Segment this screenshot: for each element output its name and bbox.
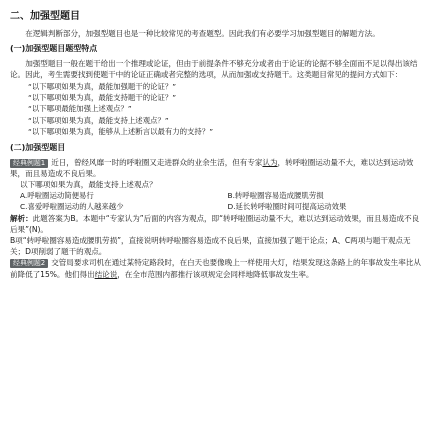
example2-text-b: ，在全市范围内都推行该项规定会同样地降低事故发生率。 <box>117 269 314 279</box>
option-a: A.呼啦圈运动简便易行 <box>20 191 94 201</box>
question-format-item: “以下哪项如果为真，最能加强题干的论证？” <box>28 81 177 91</box>
section-title: 二、加强型题目 <box>10 11 80 22</box>
example1-analysis <box>10 213 423 235</box>
example1-tag: 经典例题1 <box>10 159 48 168</box>
question-format-item: “以下哪项如果为真，最能支持题干的论证？” <box>28 93 177 103</box>
question-format-item: “以下哪项如果为真，能够从上述断言以最有力的支持？” <box>28 127 214 137</box>
example2-underlined: 结论说 <box>94 269 118 279</box>
option-c: C.喜爱呼啦圈运动的人越来越少 <box>20 202 124 212</box>
part1-title: (一)加强型题目题型特点 <box>10 44 98 54</box>
example1-options <box>20 190 423 212</box>
example1-underlined: 认为 <box>262 157 278 167</box>
example2-paragraph <box>10 257 423 279</box>
example2-tag: 经典例题2 <box>10 259 48 268</box>
question-format-item: “以下哪项最能加强上述观点？” <box>28 104 132 114</box>
question-format-item: “以下哪项如果为真，最能支持上述观点？” <box>28 115 169 125</box>
example1-text-b: ，转呼啦圈运动量不大，难以达到运动效果，而且易造成不良后果。 <box>10 157 414 178</box>
question-formats-list <box>28 81 423 138</box>
option-b: B.转呼啦圈容易造成腰肌劳损 <box>227 191 324 201</box>
example1-paragraph <box>10 157 423 179</box>
example1-question: 以下哪项如果为真，最能支持上述观点？ <box>20 180 157 190</box>
intro-paragraph: 在逻辑判断部分，加强型题目也是一种比较常见的考查题型。因此我们有必要学习加强型题目的解题方法。 <box>25 29 380 38</box>
example1-analysis-continued: B项“转呼啦圈容易造成腰肌劳损”，直接说明转呼啦圈容易造成不良后果，直接加强了题干论点；A、C两项与题干观点无关；D项削弱了题干的观点。 <box>10 236 411 257</box>
part1-paragraph: 加强型题目一般在题干给出一个推理或论证，但由于前提条件不够充分或者由于论证的论据不够全面而不足以得出该结论。因此，考生需要找到使题干中的论证正确或者完整的选项，从而加强或支持题干。这类题目常见的提问方式如下： <box>10 59 418 80</box>
example1-text-a: 近日，曾经风靡一时的呼啦圈又走进群众的业余生活，但有专家 <box>51 157 263 167</box>
analysis-label: 解析： <box>10 213 33 223</box>
example2-text-a: 交管局要求司机在通过某特定路段时，在白天也要像晚上一样使用大灯，结果发现这条路上的年事故发生率比从前降低了15%。他们得出 <box>10 258 421 279</box>
option-d: D.延长转呼啦圈时间可提高运动效果 <box>227 202 347 212</box>
analysis-text-1: 此题答案为B。本题中“专家认为”后面的内容为观点，即“转呼啦圈运动量不大，难以达到运动效果，而且易造成不良后果”(N)。 <box>10 213 420 234</box>
part2-title: (二)加强型题目 <box>10 142 66 152</box>
